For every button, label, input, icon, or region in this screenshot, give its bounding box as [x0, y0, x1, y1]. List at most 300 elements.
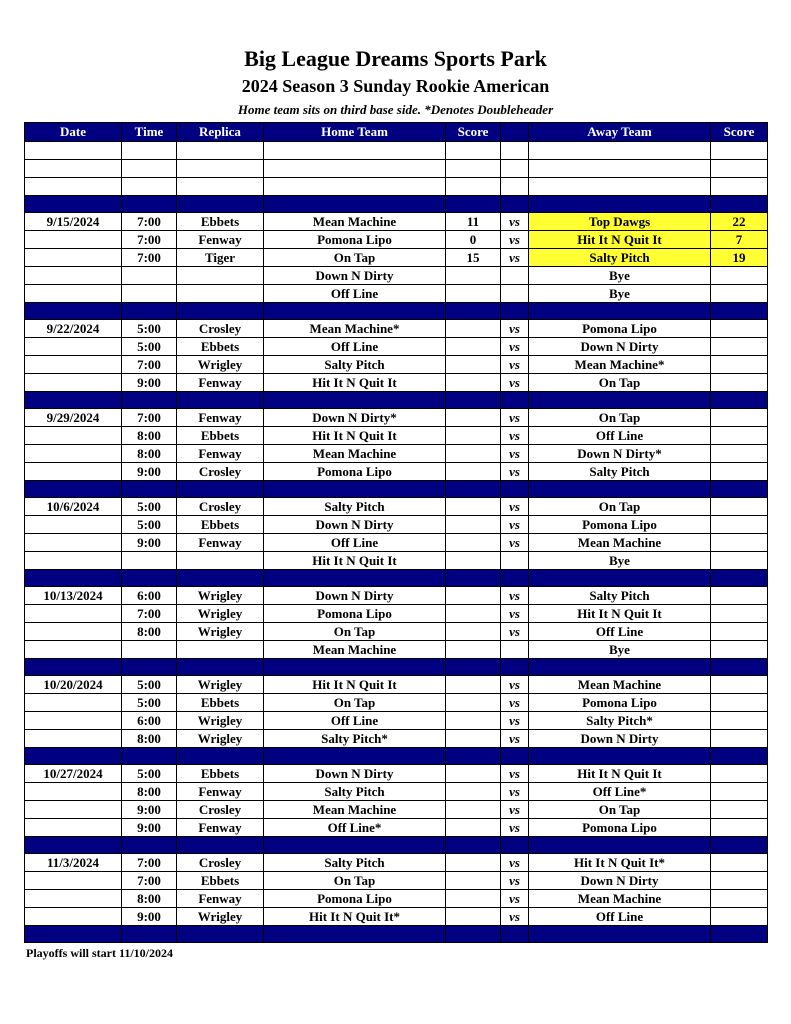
cell-vs: vs [501, 694, 529, 712]
table-row [25, 427, 768, 445]
table-row [25, 267, 768, 285]
cell-replica [177, 142, 264, 160]
cell-time [122, 303, 177, 320]
cell-vs: vs [501, 587, 529, 605]
week-separator-row [25, 926, 768, 943]
cell-home-score [446, 320, 501, 338]
cell-date [25, 374, 122, 392]
cell-away-team [529, 160, 711, 178]
cell-time [122, 570, 177, 587]
week-separator-row [25, 748, 768, 765]
cell-replica: Crosley [177, 320, 264, 338]
cell-date [25, 356, 122, 374]
week-separator-row [25, 303, 768, 320]
cell-away-score [711, 498, 768, 516]
cell-replica [177, 552, 264, 570]
cell-time: 9:00 [122, 908, 177, 926]
cell-date [25, 160, 122, 178]
cell-time [122, 160, 177, 178]
cell-home-score: 11 [446, 213, 501, 231]
cell-home-score [446, 570, 501, 587]
cell-home-team: Mean Machine [264, 445, 446, 463]
cell-replica [177, 267, 264, 285]
cell-away-team [529, 926, 711, 943]
cell-away-score [711, 748, 768, 765]
cell-date: 10/27/2024 [25, 765, 122, 783]
cell-home-team [264, 178, 446, 196]
cell-home-team [264, 748, 446, 765]
table-row [25, 819, 768, 837]
cell-away-team: Down N Dirty* [529, 445, 711, 463]
table-row [25, 463, 768, 481]
col-header-home-score: Score [446, 123, 501, 142]
cell-home-score [446, 926, 501, 943]
cell-replica: Ebbets [177, 516, 264, 534]
cell-away-score [711, 926, 768, 943]
cell-vs [501, 748, 529, 765]
cell-home-score [446, 587, 501, 605]
cell-home-score [446, 819, 501, 837]
table-row [25, 908, 768, 926]
cell-home-score [446, 196, 501, 213]
cell-home-team [264, 481, 446, 498]
cell-away-team: Hit It N Quit It* [529, 854, 711, 872]
week-separator-row [25, 392, 768, 409]
cell-away-team: On Tap [529, 409, 711, 427]
cell-away-score [711, 320, 768, 338]
cell-home-team: Mean Machine* [264, 320, 446, 338]
cell-away-score [711, 801, 768, 819]
cell-home-score [446, 659, 501, 676]
cell-time: 8:00 [122, 427, 177, 445]
cell-time: 7:00 [122, 213, 177, 231]
cell-replica: Wrigley [177, 623, 264, 641]
cell-away-team: Down N Dirty [529, 338, 711, 356]
table-row [25, 445, 768, 463]
cell-away-score: 19 [711, 249, 768, 267]
cell-vs [501, 926, 529, 943]
table-row [25, 285, 768, 303]
cell-home-score [446, 463, 501, 481]
cell-vs [501, 659, 529, 676]
cell-away-team [529, 142, 711, 160]
cell-time: 8:00 [122, 730, 177, 748]
cell-time [122, 481, 177, 498]
cell-vs: vs [501, 213, 529, 231]
cell-vs: vs [501, 712, 529, 730]
table-row [25, 338, 768, 356]
col-header-date: Date [25, 123, 122, 142]
week-separator-row [25, 570, 768, 587]
cell-away-score [711, 392, 768, 409]
cell-replica [177, 641, 264, 659]
cell-replica: Fenway [177, 534, 264, 552]
cell-home-score [446, 765, 501, 783]
table-row [25, 213, 768, 231]
cell-vs: vs [501, 231, 529, 249]
cell-vs [501, 142, 529, 160]
cell-date [25, 267, 122, 285]
cell-away-team: Mean Machine [529, 890, 711, 908]
cell-date [25, 801, 122, 819]
cell-away-team: Down N Dirty [529, 872, 711, 890]
cell-vs: vs [501, 819, 529, 837]
cell-vs: vs [501, 890, 529, 908]
col-header-away-team: Away Team [529, 123, 711, 142]
cell-date [25, 481, 122, 498]
cell-home-score [446, 481, 501, 498]
cell-replica [177, 570, 264, 587]
cell-replica: Wrigley [177, 587, 264, 605]
cell-away-score: 22 [711, 213, 768, 231]
cell-away-team: Off Line [529, 427, 711, 445]
schedule-note: Home team sits on third base side. *Denotes Doubleheader [237, 102, 554, 117]
col-header-away-score: Score [711, 123, 768, 142]
cell-away-score [711, 374, 768, 392]
table-row [25, 623, 768, 641]
cell-home-score [446, 427, 501, 445]
cell-replica: Wrigley [177, 908, 264, 926]
cell-away-team: Off Line [529, 908, 711, 926]
cell-away-team: Mean Machine [529, 534, 711, 552]
cell-replica: Ebbets [177, 427, 264, 445]
cell-away-score [711, 676, 768, 694]
cell-away-score [711, 605, 768, 623]
table-row [25, 587, 768, 605]
cell-replica [177, 837, 264, 854]
col-header-vs [501, 123, 529, 142]
cell-away-score [711, 730, 768, 748]
cell-away-team: On Tap [529, 374, 711, 392]
cell-home-team [264, 160, 446, 178]
cell-away-team: Pomona Lipo [529, 819, 711, 837]
cell-replica [177, 196, 264, 213]
cell-time: 5:00 [122, 694, 177, 712]
cell-vs [501, 392, 529, 409]
cell-replica: Fenway [177, 819, 264, 837]
cell-away-score [711, 641, 768, 659]
cell-away-score [711, 178, 768, 196]
cell-date [25, 178, 122, 196]
table-row [25, 231, 768, 249]
cell-date [25, 392, 122, 409]
cell-vs: vs [501, 801, 529, 819]
cell-time [122, 267, 177, 285]
cell-replica: Tiger [177, 249, 264, 267]
cell-home-score [446, 409, 501, 427]
cell-away-score [711, 534, 768, 552]
cell-home-team [264, 659, 446, 676]
table-row [25, 712, 768, 730]
cell-vs: vs [501, 854, 529, 872]
table-row [25, 854, 768, 872]
cell-replica [177, 926, 264, 943]
cell-time: 8:00 [122, 783, 177, 801]
cell-away-team: Pomona Lipo [529, 320, 711, 338]
cell-away-team: On Tap [529, 801, 711, 819]
cell-replica: Wrigley [177, 730, 264, 748]
cell-time: 7:00 [122, 872, 177, 890]
table-row [25, 249, 768, 267]
cell-away-team: Hit It N Quit It [529, 605, 711, 623]
cell-away-score [711, 427, 768, 445]
cell-date: 10/13/2024 [25, 587, 122, 605]
schedule-table [24, 122, 768, 943]
cell-date: 9/22/2024 [25, 320, 122, 338]
cell-home-team [264, 303, 446, 320]
cell-time: 8:00 [122, 890, 177, 908]
cell-time [122, 659, 177, 676]
col-header-home-team: Home Team [264, 123, 446, 142]
cell-vs [501, 303, 529, 320]
cell-home-team: On Tap [264, 623, 446, 641]
table-row [25, 676, 768, 694]
cell-date [25, 445, 122, 463]
cell-date [25, 783, 122, 801]
cell-vs: vs [501, 872, 529, 890]
cell-time: 9:00 [122, 463, 177, 481]
cell-time [122, 926, 177, 943]
cell-home-team: Hit It N Quit It [264, 427, 446, 445]
cell-date [25, 142, 122, 160]
cell-home-score [446, 445, 501, 463]
cell-replica: Wrigley [177, 712, 264, 730]
cell-home-score [446, 392, 501, 409]
cell-home-team [264, 570, 446, 587]
cell-replica [177, 160, 264, 178]
table-row [25, 498, 768, 516]
table-row [25, 872, 768, 890]
cell-vs: vs [501, 374, 529, 392]
cell-home-team: Off Line* [264, 819, 446, 837]
blank-row [25, 142, 768, 160]
cell-away-team [529, 196, 711, 213]
cell-vs: vs [501, 676, 529, 694]
cell-replica: Fenway [177, 890, 264, 908]
cell-away-team: Bye [529, 267, 711, 285]
table-row [25, 605, 768, 623]
cell-home-team: On Tap [264, 872, 446, 890]
cell-replica: Ebbets [177, 213, 264, 231]
cell-date [25, 890, 122, 908]
cell-time: 9:00 [122, 819, 177, 837]
cell-date [25, 837, 122, 854]
cell-time: 5:00 [122, 320, 177, 338]
cell-vs: vs [501, 783, 529, 801]
cell-replica: Fenway [177, 409, 264, 427]
cell-time: 5:00 [122, 498, 177, 516]
cell-away-team [529, 392, 711, 409]
cell-away-score [711, 267, 768, 285]
cell-away-score [711, 142, 768, 160]
cell-away-score [711, 481, 768, 498]
cell-away-score [711, 623, 768, 641]
cell-home-score [446, 694, 501, 712]
cell-date [25, 516, 122, 534]
cell-away-score [711, 837, 768, 854]
cell-home-score [446, 783, 501, 801]
cell-away-score: 7 [711, 231, 768, 249]
cell-home-score [446, 872, 501, 890]
cell-away-score [711, 765, 768, 783]
cell-replica [177, 303, 264, 320]
cell-away-score [711, 409, 768, 427]
cell-home-score: 15 [446, 249, 501, 267]
cell-date [25, 605, 122, 623]
cell-home-score [446, 908, 501, 926]
cell-time: 9:00 [122, 374, 177, 392]
playoffs-note: Playoffs will start 11/10/2024 [26, 946, 173, 960]
cell-home-team: Off Line [264, 338, 446, 356]
cell-date [25, 338, 122, 356]
cell-home-team: Down N Dirty [264, 267, 446, 285]
cell-time: 9:00 [122, 801, 177, 819]
cell-home-team: Pomona Lipo [264, 463, 446, 481]
cell-vs: vs [501, 356, 529, 374]
cell-replica: Ebbets [177, 694, 264, 712]
cell-home-score [446, 516, 501, 534]
cell-time [122, 552, 177, 570]
cell-away-team: Bye [529, 552, 711, 570]
cell-date [25, 694, 122, 712]
table-row [25, 694, 768, 712]
cell-time: 5:00 [122, 338, 177, 356]
cell-vs: vs [501, 445, 529, 463]
cell-replica: Crosley [177, 801, 264, 819]
cell-replica: Crosley [177, 498, 264, 516]
cell-replica: Ebbets [177, 338, 264, 356]
cell-home-team: Off Line [264, 712, 446, 730]
cell-away-team: Salty Pitch* [529, 712, 711, 730]
cell-away-team: Mean Machine [529, 676, 711, 694]
week-separator-row [25, 659, 768, 676]
cell-date: 10/6/2024 [25, 498, 122, 516]
table-row [25, 409, 768, 427]
cell-home-team: Salty Pitch [264, 356, 446, 374]
cell-replica: Fenway [177, 374, 264, 392]
cell-time [122, 641, 177, 659]
cell-home-team: Hit It N Quit It [264, 552, 446, 570]
cell-date [25, 623, 122, 641]
cell-home-score [446, 748, 501, 765]
cell-home-score [446, 303, 501, 320]
cell-away-team: Off Line [529, 623, 711, 641]
cell-home-score [446, 534, 501, 552]
cell-replica [177, 392, 264, 409]
cell-away-team [529, 481, 711, 498]
table-row [25, 534, 768, 552]
cell-date [25, 730, 122, 748]
cell-date [25, 552, 122, 570]
cell-time: 5:00 [122, 765, 177, 783]
cell-home-team: Salty Pitch [264, 783, 446, 801]
cell-vs [501, 178, 529, 196]
cell-away-team [529, 570, 711, 587]
cell-home-team: Mean Machine [264, 801, 446, 819]
cell-time: 5:00 [122, 516, 177, 534]
cell-home-score [446, 356, 501, 374]
cell-away-team: Pomona Lipo [529, 694, 711, 712]
cell-away-score [711, 463, 768, 481]
cell-home-score [446, 178, 501, 196]
table-row [25, 765, 768, 783]
table-row [25, 641, 768, 659]
cell-away-score [711, 516, 768, 534]
cell-date [25, 872, 122, 890]
cell-away-score [711, 659, 768, 676]
cell-date: 11/3/2024 [25, 854, 122, 872]
cell-replica: Wrigley [177, 676, 264, 694]
cell-time [122, 196, 177, 213]
cell-home-team: Off Line [264, 534, 446, 552]
cell-vs: vs [501, 730, 529, 748]
cell-away-team: Hit It N Quit It [529, 231, 711, 249]
cell-home-score [446, 142, 501, 160]
cell-home-score [446, 854, 501, 872]
cell-home-team: Down N Dirty [264, 587, 446, 605]
cell-date: 9/15/2024 [25, 213, 122, 231]
cell-home-team [264, 196, 446, 213]
cell-time [122, 392, 177, 409]
cell-vs [501, 267, 529, 285]
cell-away-team [529, 748, 711, 765]
cell-away-score [711, 712, 768, 730]
cell-home-score [446, 160, 501, 178]
cell-away-team: Salty Pitch [529, 463, 711, 481]
week-separator-row [25, 481, 768, 498]
cell-vs: vs [501, 409, 529, 427]
cell-away-team [529, 659, 711, 676]
cell-replica [177, 748, 264, 765]
cell-away-score [711, 285, 768, 303]
cell-time [122, 142, 177, 160]
cell-home-score [446, 837, 501, 854]
cell-away-score [711, 872, 768, 890]
cell-away-score [711, 819, 768, 837]
cell-date [25, 926, 122, 943]
cell-home-team: Mean Machine [264, 213, 446, 231]
cell-home-team: On Tap [264, 694, 446, 712]
cell-home-team: Salty Pitch* [264, 730, 446, 748]
cell-home-team: Pomona Lipo [264, 231, 446, 249]
cell-date [25, 196, 122, 213]
cell-date [25, 748, 122, 765]
cell-home-score [446, 890, 501, 908]
cell-home-score [446, 676, 501, 694]
cell-replica [177, 481, 264, 498]
cell-home-team [264, 392, 446, 409]
cell-replica: Crosley [177, 463, 264, 481]
cell-time: 7:00 [122, 605, 177, 623]
cell-away-score [711, 160, 768, 178]
cell-time [122, 178, 177, 196]
cell-replica: Fenway [177, 783, 264, 801]
cell-away-score [711, 338, 768, 356]
cell-date [25, 908, 122, 926]
cell-replica: Ebbets [177, 872, 264, 890]
cell-away-score [711, 196, 768, 213]
cell-vs [501, 641, 529, 659]
cell-away-team: Bye [529, 641, 711, 659]
cell-vs: vs [501, 623, 529, 641]
cell-away-score [711, 356, 768, 374]
cell-time [122, 837, 177, 854]
cell-home-team: On Tap [264, 249, 446, 267]
cell-date [25, 570, 122, 587]
cell-home-team: Hit It N Quit It [264, 374, 446, 392]
cell-vs: vs [501, 765, 529, 783]
cell-vs: vs [501, 498, 529, 516]
